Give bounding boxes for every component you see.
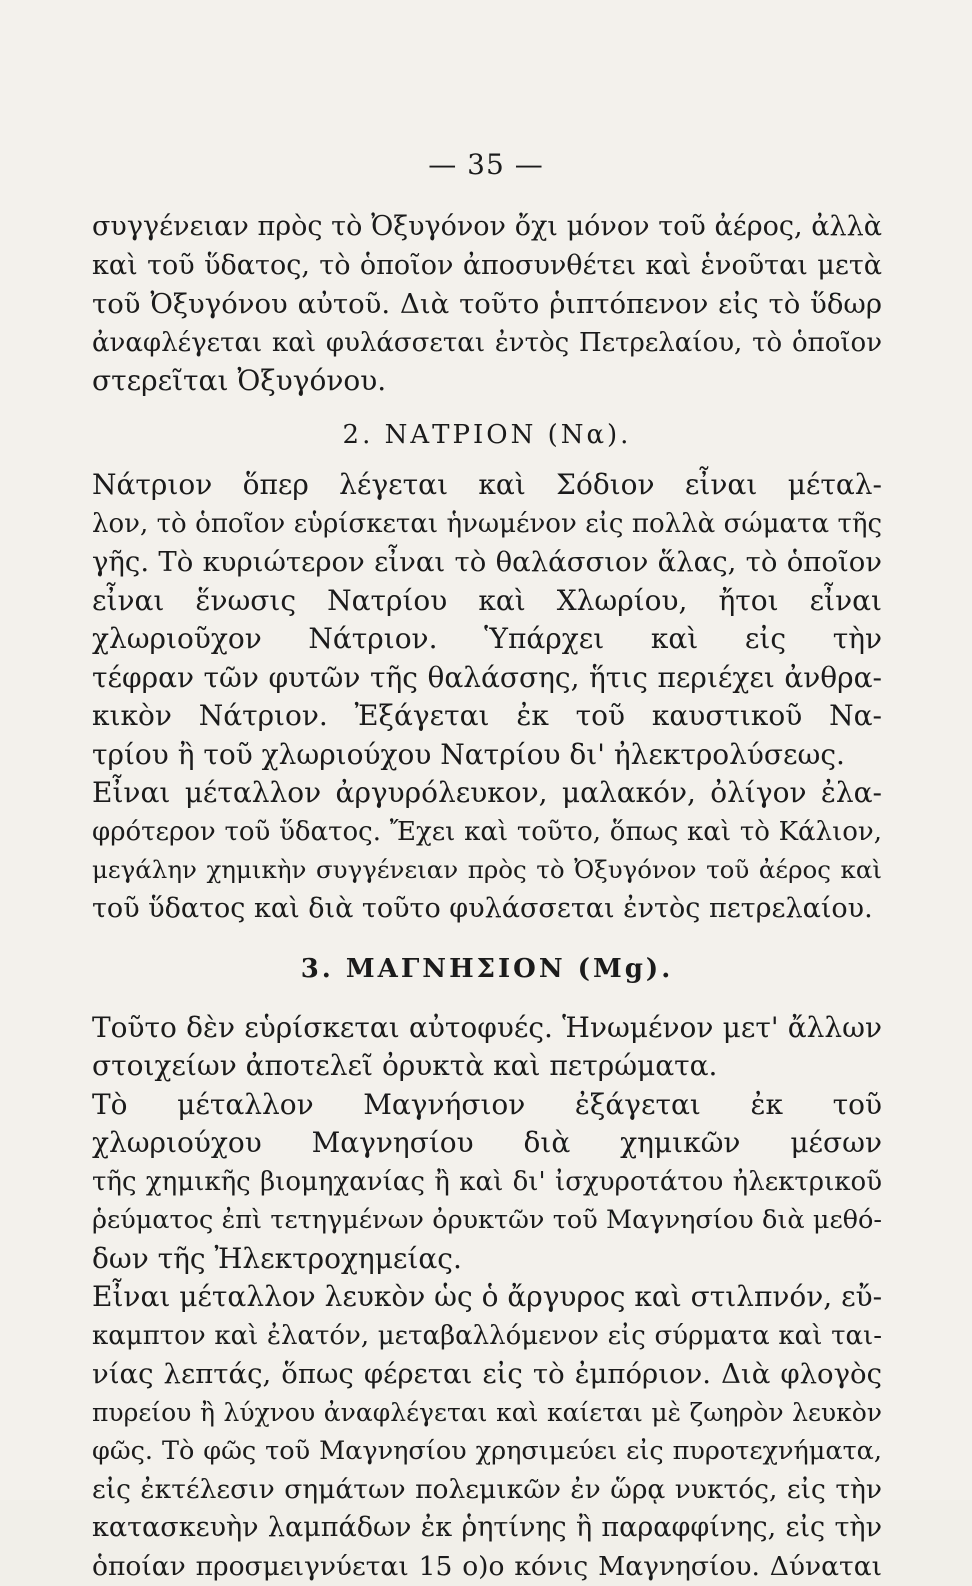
text-line: φῶς. Τὸ φῶς τοῦ Μαγνησίου χρησιμεύει εἰς πυροτεχνήματα, xyxy=(92,1432,882,1471)
section-heading-magnesium: 3. ΜΑΓΝΗΣΙΟΝ (Mg). xyxy=(92,950,882,989)
text-line: κατασκευὴν λαμπάδων ἐκ ῥητίνης ἢ παραφφίνης, εἰς τὴν xyxy=(92,1509,882,1548)
paragraph-magnesium-properties xyxy=(92,1278,882,1586)
section-heading-sodium: 2. ΝΑΤΡΙΟΝ (Να). xyxy=(92,416,882,455)
text-line: εἰς ἐκτέλεσιν σημάτων πολεμικῶν ἐν ὥρᾳ νυκτός, εἰς τὴν xyxy=(92,1471,882,1510)
text-line: Νάτριον ὅπερ λέγεται καὶ Σόδιον εἶναι μέταλ- xyxy=(92,466,882,505)
text-line: χλωριοῦχον Νάτριον. Ὑπάρχει καὶ εἰς τὴν xyxy=(92,620,882,659)
text-line: εἶναι ἕνωσις Νατρίου καὶ Χλωρίου, ἤτοι εἶναι xyxy=(92,582,882,621)
text-line: καμπτον καὶ ἐλατόν, μεταβαλλόμενον εἰς σύρματα καὶ ται- xyxy=(92,1317,882,1356)
text-line: τῆς χημικῆς βιομηχανίας ἢ καὶ δι' ἰσχυροτάτου ἠλεκτρικοῦ xyxy=(92,1163,882,1202)
text-line: Τοῦτο δὲν εὑρίσκεται αὐτοφυές. Ἡνωμένον μετ' ἄλλων xyxy=(92,1009,882,1048)
text-line: δων τῆς Ἠλεκτροχημείας. xyxy=(92,1240,882,1279)
paragraph-magnesium-extraction xyxy=(92,1086,882,1279)
page-number: — 35 — xyxy=(0,146,972,185)
paragraph-sodium-occurrence xyxy=(92,466,882,774)
text-line: συγγένειαν πρὸς τὸ Ὀξυγόνον ὄχι μόνον τοῦ ἀέρος, ἀλλὰ xyxy=(92,208,882,247)
text-line: κικὸν Νάτριον. Ἐξάγεται ἐκ τοῦ καυστικοῦ Να- xyxy=(92,697,882,736)
text-line: στοιχείων ἀποτελεῖ ὀρυκτὰ καὶ πετρώματα. xyxy=(92,1047,882,1086)
text-line: τρίου ἢ τοῦ χλωριούχου Νατρίου δι' ἠλεκτρολύσεως. xyxy=(92,736,882,775)
paragraph-sodium-properties xyxy=(92,774,882,928)
paragraph-magnesium-occurrence xyxy=(92,1009,882,1086)
text-line: χλωριούχου Μαγνησίου διὰ χημικῶν μέσων xyxy=(92,1124,882,1163)
text-line: ῥεύματος ἐπὶ τετηγμένων ὀρυκτῶν τοῦ Μαγνησίου διὰ μεθό- xyxy=(92,1201,882,1240)
text-line: πυρείου ἢ λύχνου ἀναφλέγεται καὶ καίεται μὲ ζωηρὸν λευκὸν xyxy=(92,1394,882,1433)
text-line: γῆς. Τὸ κυριώτερον εἶναι τὸ θαλάσσιον ἅλας, τὸ ὁποῖον xyxy=(92,543,882,582)
text-line: νίας λεπτάς, ὅπως φέρεται εἰς τὸ ἐμπόριον. Διὰ φλογὸς xyxy=(92,1355,882,1394)
page-body xyxy=(92,208,882,1586)
paragraph-potassium-end xyxy=(92,208,882,401)
text-line: στερεῖται Ὀξυγόνου. xyxy=(92,362,882,401)
text-line: φρότερον τοῦ ὕδατος. Ἔχει καὶ τοῦτο, ὅπως καὶ τὸ Κάλιον, xyxy=(92,813,882,852)
text-line: Εἶναι μέταλλον ἀργυρόλευκον, μαλακόν, ὀλίγον ἐλα- xyxy=(92,774,882,813)
text-line: καὶ τοῦ ὕδατος, τὸ ὁποῖον ἀποσυνθέτει καὶ ἑνοῦται μετὰ xyxy=(92,247,882,286)
text-line: τέφραν τῶν φυτῶν τῆς θαλάσσης, ἥτις περιέχει ἀνθρα- xyxy=(92,659,882,698)
text-line: μεγάλην χημικὴν συγγένειαν πρὸς τὸ Ὀξυγόνον τοῦ ἀέρος καὶ xyxy=(92,851,882,890)
text-line: λον, τὸ ὁποῖον εὑρίσκεται ἡνωμένον εἰς πολλὰ σώματα τῆς xyxy=(92,505,882,544)
text-line: ὁποίαν προσμειγνύεται 15 ο)ο κόνις Μαγνησίου. Δύναται xyxy=(92,1548,882,1586)
text-line: ἀναφλέγεται καὶ φυλάσσεται ἐντὸς Πετρελαίου, τὸ ὁποῖον xyxy=(92,324,882,363)
text-line: Εἶναι μέταλλον λευκὸν ὡς ὁ ἄργυρος καὶ στιλπνόν, εὔ- xyxy=(92,1278,882,1317)
text-line: τοῦ ὕδατος καὶ διὰ τοῦτο φυλάσσεται ἐντὸς πετρελαίου. xyxy=(92,890,882,929)
text-line: Τὸ μέταλλον Μαγνήσιον ἐξάγεται ἐκ τοῦ xyxy=(92,1086,882,1125)
text-line: τοῦ Ὀξυγόνου αὐτοῦ. Διὰ τοῦτο ῥιπτόπενον εἰς τὸ ὕδωρ xyxy=(92,285,882,324)
